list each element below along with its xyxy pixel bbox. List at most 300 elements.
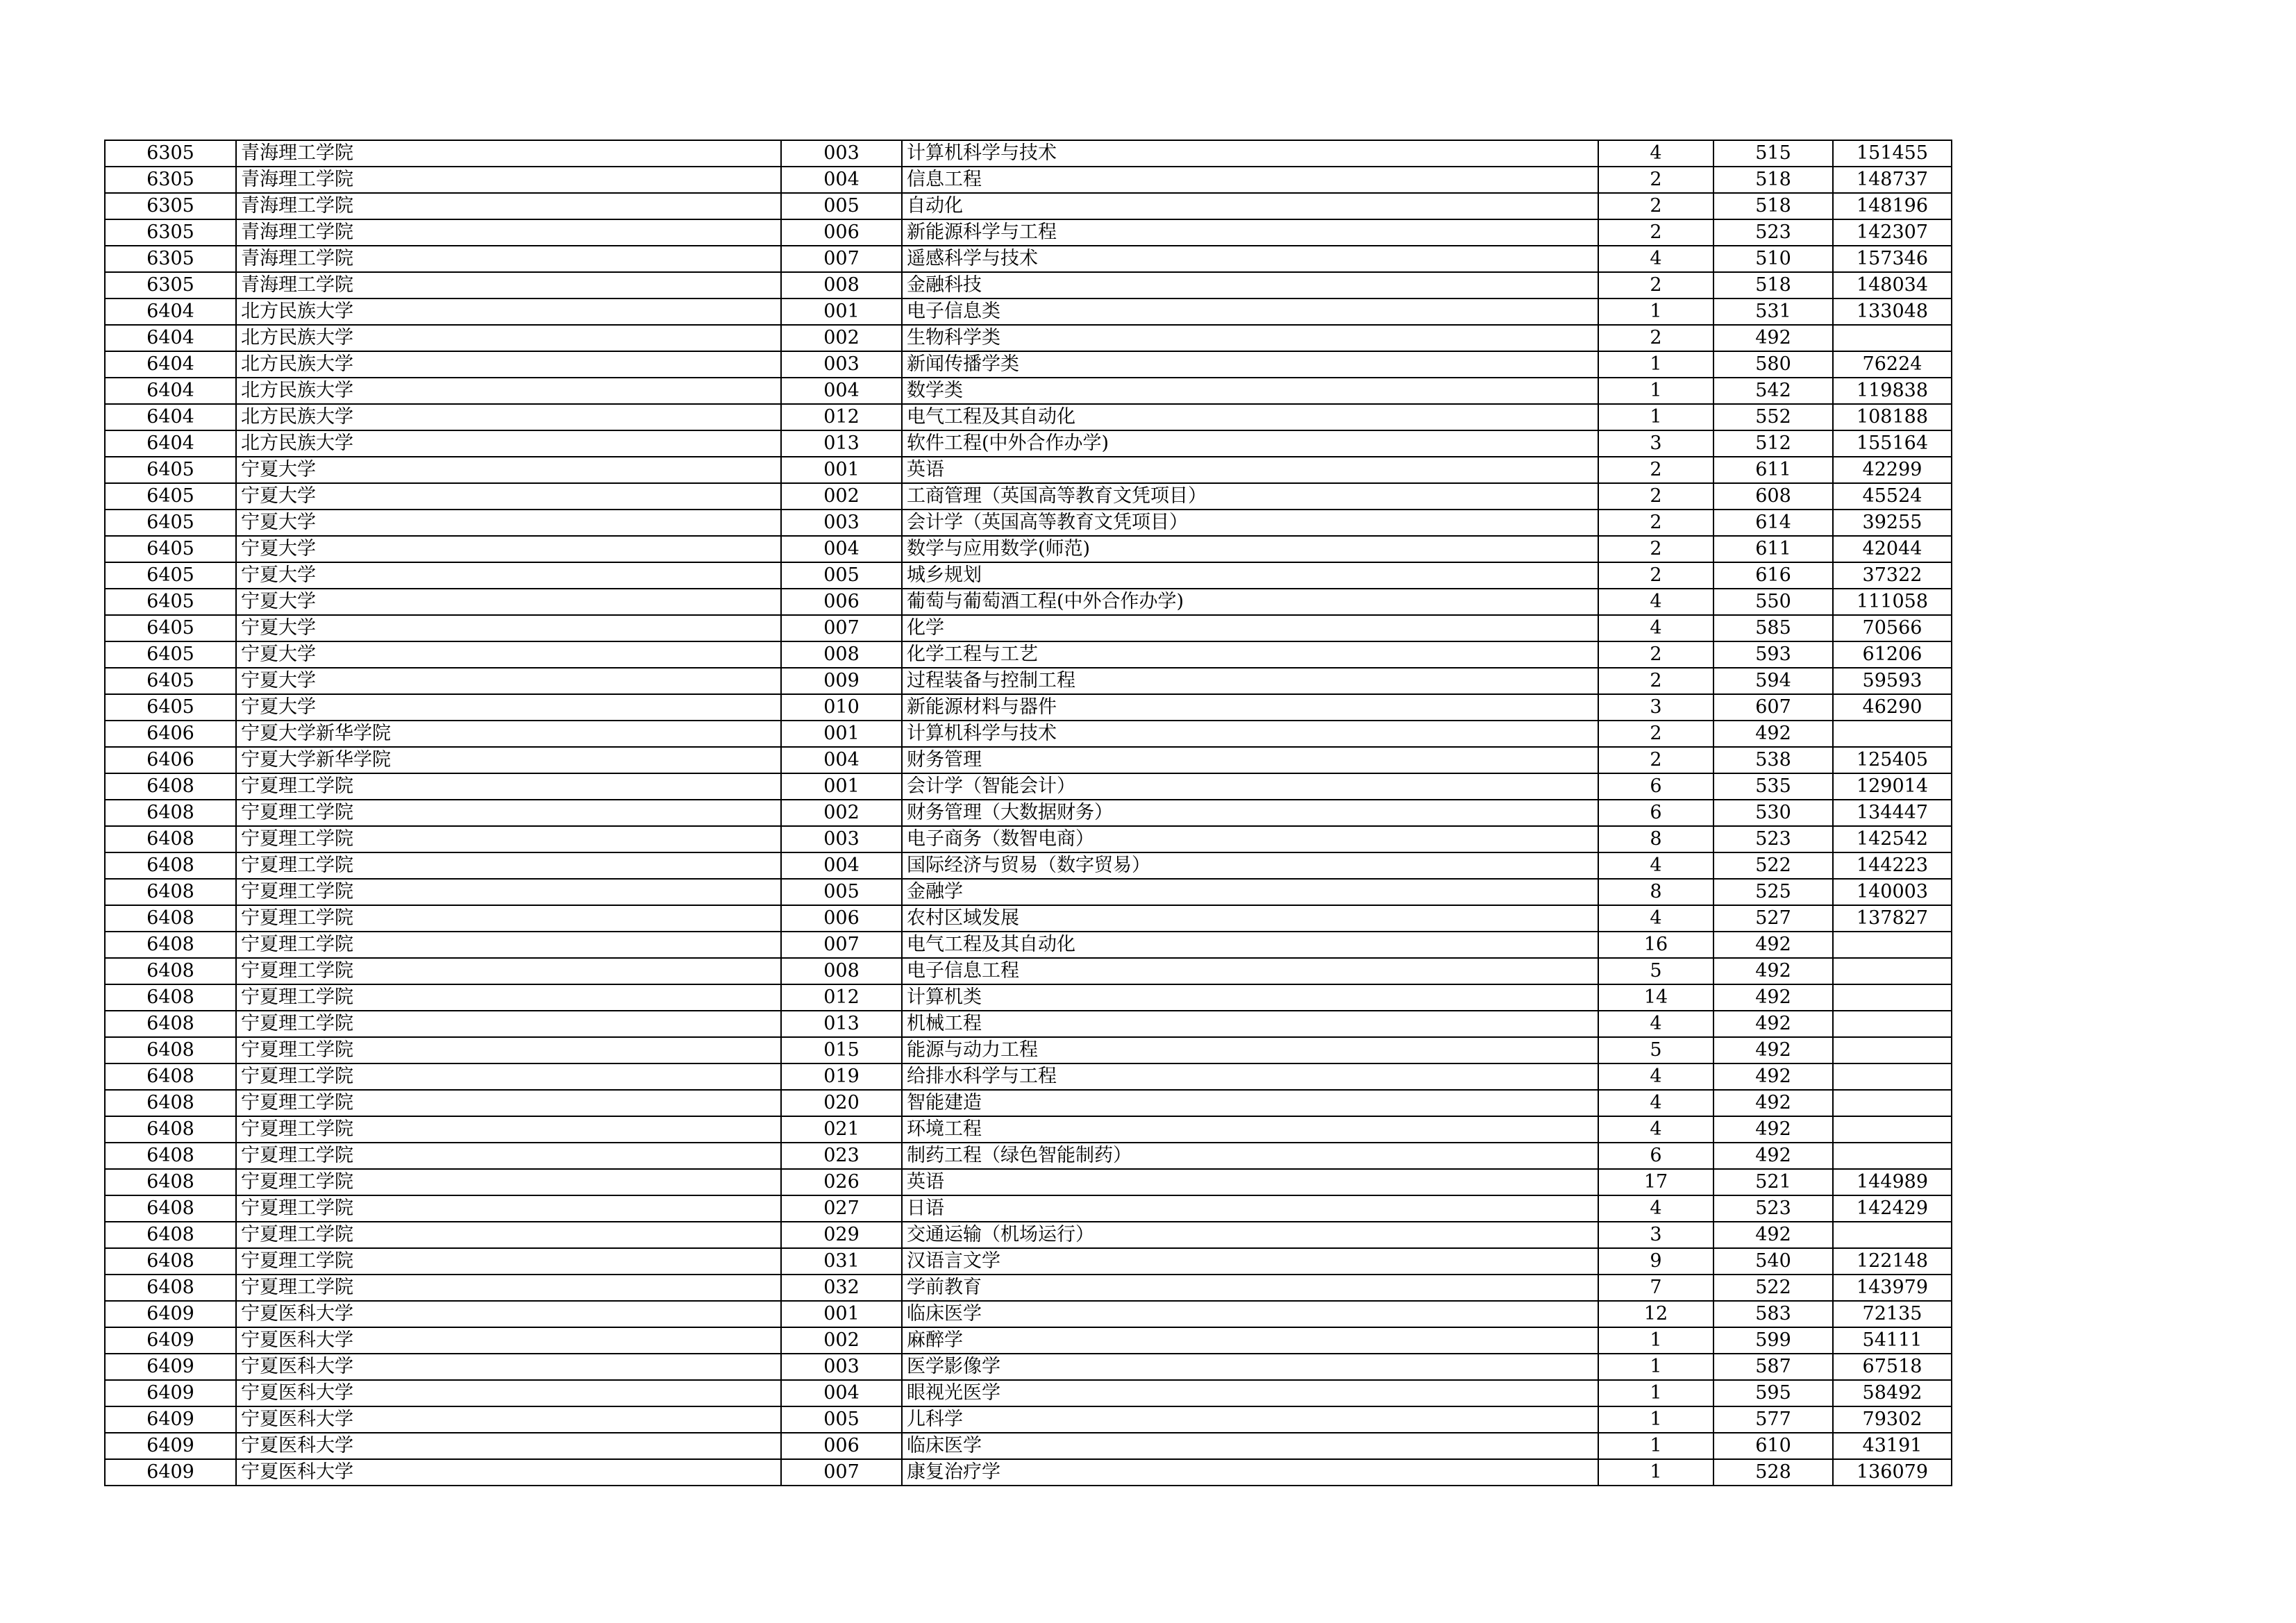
major-name-cell: 会计学（英国高等教育文凭项目） — [902, 510, 1598, 536]
table-row — [105, 826, 1952, 852]
plan-count-cell: 2 — [1598, 272, 1713, 298]
table-row — [105, 1380, 1952, 1406]
school-code-cell: 6408 — [105, 1195, 236, 1222]
school-name-cell: 宁夏理工学院 — [236, 852, 781, 879]
school-name-cell: 宁夏医科大学 — [236, 1380, 781, 1406]
min-score-cell: 538 — [1713, 747, 1833, 773]
table-row — [105, 167, 1952, 193]
school-name-cell: 宁夏理工学院 — [236, 773, 781, 800]
major-code-cell: 004 — [781, 852, 902, 879]
major-code-cell: 007 — [781, 932, 902, 958]
school-name-cell: 宁夏大学 — [236, 562, 781, 589]
school-code-cell: 6404 — [105, 430, 236, 457]
table-row — [105, 510, 1952, 536]
table-row — [105, 457, 1952, 483]
major-name-cell: 交通运输（机场运行） — [902, 1222, 1598, 1248]
school-code-cell: 6408 — [105, 773, 236, 800]
school-name-cell: 宁夏大学 — [236, 536, 781, 562]
min-score-cell: 492 — [1713, 932, 1833, 958]
school-name-cell: 宁夏医科大学 — [236, 1406, 781, 1433]
school-name-cell: 青海理工学院 — [236, 272, 781, 298]
rank-cell: 39255 — [1833, 510, 1952, 536]
table-row — [105, 905, 1952, 932]
school-name-cell: 宁夏理工学院 — [236, 958, 781, 984]
school-code-cell: 6408 — [105, 1011, 236, 1037]
plan-count-cell: 2 — [1598, 641, 1713, 668]
plan-count-cell: 4 — [1598, 1195, 1713, 1222]
rank-cell: 133048 — [1833, 298, 1952, 325]
major-name-cell: 电子信息工程 — [902, 958, 1598, 984]
school-name-cell: 北方民族大学 — [236, 351, 781, 378]
school-name-cell: 宁夏理工学院 — [236, 1195, 781, 1222]
table-row — [105, 1195, 1952, 1222]
major-name-cell: 电子信息类 — [902, 298, 1598, 325]
major-code-cell: 027 — [781, 1195, 902, 1222]
school-code-cell: 6408 — [105, 800, 236, 826]
school-name-cell: 宁夏医科大学 — [236, 1433, 781, 1459]
table-row — [105, 536, 1952, 562]
plan-count-cell: 3 — [1598, 1222, 1713, 1248]
rank-cell: 125405 — [1833, 747, 1952, 773]
plan-count-cell: 8 — [1598, 879, 1713, 905]
school-code-cell: 6408 — [105, 1037, 236, 1063]
table-row — [105, 1169, 1952, 1195]
major-name-cell: 英语 — [902, 457, 1598, 483]
school-name-cell: 宁夏理工学院 — [236, 1222, 781, 1248]
plan-count-cell: 4 — [1598, 1063, 1713, 1090]
plan-count-cell: 2 — [1598, 457, 1713, 483]
plan-count-cell: 12 — [1598, 1301, 1713, 1327]
school-code-cell: 6305 — [105, 246, 236, 272]
major-code-cell: 008 — [781, 272, 902, 298]
rank-cell — [1833, 721, 1952, 747]
table-row — [105, 1063, 1952, 1090]
rank-cell — [1833, 1090, 1952, 1116]
plan-count-cell: 2 — [1598, 747, 1713, 773]
school-code-cell: 6305 — [105, 193, 236, 219]
table-row — [105, 430, 1952, 457]
major-code-cell: 010 — [781, 694, 902, 721]
school-name-cell: 宁夏大学新华学院 — [236, 721, 781, 747]
school-name-cell: 宁夏大学 — [236, 615, 781, 641]
min-score-cell: 542 — [1713, 378, 1833, 404]
rank-cell: 136079 — [1833, 1459, 1952, 1486]
major-name-cell: 农村区域发展 — [902, 905, 1598, 932]
rank-cell: 59593 — [1833, 668, 1952, 694]
min-score-cell: 523 — [1713, 219, 1833, 246]
major-code-cell: 004 — [781, 378, 902, 404]
school-name-cell: 宁夏理工学院 — [236, 1248, 781, 1275]
rank-cell: 111058 — [1833, 589, 1952, 615]
major-name-cell: 软件工程(中外合作办学) — [902, 430, 1598, 457]
min-score-cell: 614 — [1713, 510, 1833, 536]
table-row — [105, 1011, 1952, 1037]
school-name-cell: 北方民族大学 — [236, 325, 781, 351]
plan-count-cell: 7 — [1598, 1275, 1713, 1301]
school-code-cell: 6405 — [105, 641, 236, 668]
min-score-cell: 492 — [1713, 1011, 1833, 1037]
school-code-cell: 6408 — [105, 1063, 236, 1090]
plan-count-cell: 5 — [1598, 958, 1713, 984]
major-name-cell: 过程装备与控制工程 — [902, 668, 1598, 694]
school-code-cell: 6406 — [105, 747, 236, 773]
major-code-cell: 007 — [781, 615, 902, 641]
admission-score-table — [104, 140, 1952, 1486]
major-code-cell: 003 — [781, 351, 902, 378]
school-name-cell: 宁夏医科大学 — [236, 1354, 781, 1380]
plan-count-cell: 4 — [1598, 905, 1713, 932]
school-code-cell: 6408 — [105, 1116, 236, 1143]
major-name-cell: 医学影像学 — [902, 1354, 1598, 1380]
plan-count-cell: 5 — [1598, 1037, 1713, 1063]
plan-count-cell: 1 — [1598, 1433, 1713, 1459]
rank-cell: 157346 — [1833, 246, 1952, 272]
table-row — [105, 589, 1952, 615]
major-code-cell: 005 — [781, 193, 902, 219]
school-code-cell: 6408 — [105, 905, 236, 932]
rank-cell: 72135 — [1833, 1301, 1952, 1327]
school-code-cell: 6404 — [105, 325, 236, 351]
rank-cell: 37322 — [1833, 562, 1952, 589]
table-row — [105, 1301, 1952, 1327]
school-name-cell: 宁夏大学 — [236, 589, 781, 615]
major-name-cell: 计算机科学与技术 — [902, 140, 1598, 167]
school-code-cell: 6405 — [105, 536, 236, 562]
major-code-cell: 013 — [781, 1011, 902, 1037]
major-code-cell: 004 — [781, 167, 902, 193]
school-code-cell: 6404 — [105, 378, 236, 404]
rank-cell — [1833, 1222, 1952, 1248]
min-score-cell: 611 — [1713, 536, 1833, 562]
table-row — [105, 272, 1952, 298]
school-code-cell: 6405 — [105, 668, 236, 694]
major-name-cell: 计算机科学与技术 — [902, 721, 1598, 747]
school-code-cell: 6408 — [105, 958, 236, 984]
school-code-cell: 6409 — [105, 1459, 236, 1486]
major-name-cell: 电子商务（数智电商） — [902, 826, 1598, 852]
plan-count-cell: 4 — [1598, 615, 1713, 641]
table-row — [105, 773, 1952, 800]
rank-cell — [1833, 932, 1952, 958]
plan-count-cell: 6 — [1598, 800, 1713, 826]
table-row — [105, 378, 1952, 404]
school-name-cell: 青海理工学院 — [236, 193, 781, 219]
min-score-cell: 510 — [1713, 246, 1833, 272]
school-name-cell: 宁夏理工学院 — [236, 879, 781, 905]
major-code-cell: 001 — [781, 1301, 902, 1327]
major-code-cell: 029 — [781, 1222, 902, 1248]
school-name-cell: 宁夏理工学院 — [236, 800, 781, 826]
school-code-cell: 6404 — [105, 351, 236, 378]
min-score-cell: 608 — [1713, 483, 1833, 510]
major-code-cell: 002 — [781, 800, 902, 826]
rank-cell: 137827 — [1833, 905, 1952, 932]
min-score-cell: 593 — [1713, 641, 1833, 668]
table-row — [105, 800, 1952, 826]
school-name-cell: 宁夏大学 — [236, 694, 781, 721]
plan-count-cell: 6 — [1598, 773, 1713, 800]
major-code-cell: 003 — [781, 826, 902, 852]
school-name-cell: 宁夏医科大学 — [236, 1459, 781, 1486]
major-name-cell: 生物科学类 — [902, 325, 1598, 351]
min-score-cell: 616 — [1713, 562, 1833, 589]
plan-count-cell: 1 — [1598, 1406, 1713, 1433]
major-name-cell: 数学类 — [902, 378, 1598, 404]
rank-cell: 122148 — [1833, 1248, 1952, 1275]
plan-count-cell: 2 — [1598, 510, 1713, 536]
table-row — [105, 958, 1952, 984]
major-code-cell: 005 — [781, 879, 902, 905]
plan-count-cell: 1 — [1598, 1327, 1713, 1354]
min-score-cell: 522 — [1713, 852, 1833, 879]
table-row — [105, 325, 1952, 351]
table-row — [105, 641, 1952, 668]
table-row — [105, 879, 1952, 905]
major-name-cell: 葡萄与葡萄酒工程(中外合作办学) — [902, 589, 1598, 615]
school-name-cell: 宁夏大学 — [236, 668, 781, 694]
rank-cell: 143979 — [1833, 1275, 1952, 1301]
major-code-cell: 002 — [781, 1327, 902, 1354]
table-row — [105, 246, 1952, 272]
major-name-cell: 环境工程 — [902, 1116, 1598, 1143]
plan-count-cell: 1 — [1598, 1354, 1713, 1380]
school-code-cell: 6305 — [105, 140, 236, 167]
school-name-cell: 宁夏理工学院 — [236, 1011, 781, 1037]
rank-cell: 144989 — [1833, 1169, 1952, 1195]
school-name-cell: 宁夏大学 — [236, 483, 781, 510]
major-code-cell: 012 — [781, 404, 902, 430]
major-code-cell: 008 — [781, 958, 902, 984]
major-code-cell: 007 — [781, 246, 902, 272]
school-code-cell: 6409 — [105, 1327, 236, 1354]
major-name-cell: 汉语言文学 — [902, 1248, 1598, 1275]
major-code-cell: 023 — [781, 1143, 902, 1169]
school-code-cell: 6405 — [105, 562, 236, 589]
school-name-cell: 宁夏理工学院 — [236, 826, 781, 852]
min-score-cell: 587 — [1713, 1354, 1833, 1380]
rank-cell: 58492 — [1833, 1380, 1952, 1406]
school-code-cell: 6409 — [105, 1354, 236, 1380]
min-score-cell: 530 — [1713, 800, 1833, 826]
school-code-cell: 6408 — [105, 852, 236, 879]
rank-cell: 148034 — [1833, 272, 1952, 298]
plan-count-cell: 16 — [1598, 932, 1713, 958]
plan-count-cell: 4 — [1598, 246, 1713, 272]
table-row — [105, 1116, 1952, 1143]
min-score-cell: 583 — [1713, 1301, 1833, 1327]
rank-cell: 108188 — [1833, 404, 1952, 430]
table-row — [105, 1459, 1952, 1486]
major-name-cell: 化学 — [902, 615, 1598, 641]
min-score-cell: 521 — [1713, 1169, 1833, 1195]
table-row — [105, 140, 1952, 167]
rank-cell: 155164 — [1833, 430, 1952, 457]
school-code-cell: 6409 — [105, 1301, 236, 1327]
major-name-cell: 金融科技 — [902, 272, 1598, 298]
min-score-cell: 492 — [1713, 325, 1833, 351]
school-code-cell: 6409 — [105, 1380, 236, 1406]
school-name-cell: 宁夏大学 — [236, 510, 781, 536]
min-score-cell: 492 — [1713, 1037, 1833, 1063]
school-name-cell: 北方民族大学 — [236, 404, 781, 430]
min-score-cell: 611 — [1713, 457, 1833, 483]
plan-count-cell: 2 — [1598, 325, 1713, 351]
major-name-cell: 城乡规划 — [902, 562, 1598, 589]
school-name-cell: 宁夏理工学院 — [236, 1143, 781, 1169]
major-code-cell: 001 — [781, 298, 902, 325]
school-code-cell: 6404 — [105, 404, 236, 430]
plan-count-cell: 2 — [1598, 193, 1713, 219]
major-name-cell: 儿科学 — [902, 1406, 1598, 1433]
rank-cell: 148196 — [1833, 193, 1952, 219]
major-code-cell: 021 — [781, 1116, 902, 1143]
major-code-cell: 007 — [781, 1459, 902, 1486]
school-name-cell: 宁夏理工学院 — [236, 1063, 781, 1090]
major-code-cell: 013 — [781, 430, 902, 457]
major-code-cell: 031 — [781, 1248, 902, 1275]
min-score-cell: 492 — [1713, 721, 1833, 747]
school-name-cell: 宁夏理工学院 — [236, 984, 781, 1011]
min-score-cell: 580 — [1713, 351, 1833, 378]
min-score-cell: 595 — [1713, 1380, 1833, 1406]
plan-count-cell: 2 — [1598, 721, 1713, 747]
school-name-cell: 宁夏理工学院 — [236, 1275, 781, 1301]
table-row — [105, 483, 1952, 510]
major-name-cell: 眼视光医学 — [902, 1380, 1598, 1406]
plan-count-cell: 2 — [1598, 219, 1713, 246]
school-name-cell: 北方民族大学 — [236, 298, 781, 325]
min-score-cell: 492 — [1713, 1090, 1833, 1116]
rank-cell — [1833, 1063, 1952, 1090]
rank-cell: 142429 — [1833, 1195, 1952, 1222]
major-name-cell: 信息工程 — [902, 167, 1598, 193]
min-score-cell: 594 — [1713, 668, 1833, 694]
plan-count-cell: 2 — [1598, 167, 1713, 193]
rank-cell: 43191 — [1833, 1433, 1952, 1459]
min-score-cell: 518 — [1713, 167, 1833, 193]
min-score-cell: 492 — [1713, 958, 1833, 984]
school-name-cell: 宁夏理工学院 — [236, 1116, 781, 1143]
min-score-cell: 552 — [1713, 404, 1833, 430]
rank-cell: 142307 — [1833, 219, 1952, 246]
major-code-cell: 001 — [781, 721, 902, 747]
school-code-cell: 6408 — [105, 1090, 236, 1116]
plan-count-cell: 4 — [1598, 1116, 1713, 1143]
table-row — [105, 1143, 1952, 1169]
rank-cell: 129014 — [1833, 773, 1952, 800]
rank-cell: 140003 — [1833, 879, 1952, 905]
school-code-cell: 6408 — [105, 932, 236, 958]
major-code-cell: 004 — [781, 747, 902, 773]
plan-count-cell: 3 — [1598, 694, 1713, 721]
major-code-cell: 006 — [781, 219, 902, 246]
min-score-cell: 523 — [1713, 826, 1833, 852]
plan-count-cell: 1 — [1598, 378, 1713, 404]
school-code-cell: 6408 — [105, 1143, 236, 1169]
major-code-cell: 004 — [781, 536, 902, 562]
plan-count-cell: 14 — [1598, 984, 1713, 1011]
rank-cell: 76224 — [1833, 351, 1952, 378]
plan-count-cell: 1 — [1598, 1380, 1713, 1406]
min-score-cell: 599 — [1713, 1327, 1833, 1354]
rank-cell — [1833, 325, 1952, 351]
rank-cell — [1833, 984, 1952, 1011]
major-code-cell: 019 — [781, 1063, 902, 1090]
major-code-cell: 005 — [781, 562, 902, 589]
rank-cell: 45524 — [1833, 483, 1952, 510]
major-name-cell: 新能源材料与器件 — [902, 694, 1598, 721]
table-row — [105, 298, 1952, 325]
min-score-cell: 492 — [1713, 1116, 1833, 1143]
school-name-cell: 宁夏大学 — [236, 457, 781, 483]
major-name-cell: 工商管理（英国高等教育文凭项目） — [902, 483, 1598, 510]
plan-count-cell: 1 — [1598, 351, 1713, 378]
rank-cell — [1833, 958, 1952, 984]
rank-cell: 61206 — [1833, 641, 1952, 668]
school-code-cell: 6405 — [105, 589, 236, 615]
rank-cell — [1833, 1143, 1952, 1169]
min-score-cell: 522 — [1713, 1275, 1833, 1301]
major-code-cell: 002 — [781, 325, 902, 351]
rank-cell: 46290 — [1833, 694, 1952, 721]
plan-count-cell: 9 — [1598, 1248, 1713, 1275]
rank-cell — [1833, 1037, 1952, 1063]
table-row — [105, 404, 1952, 430]
min-score-cell: 525 — [1713, 879, 1833, 905]
major-name-cell: 临床医学 — [902, 1301, 1598, 1327]
min-score-cell: 492 — [1713, 984, 1833, 1011]
table-row — [105, 1037, 1952, 1063]
plan-count-cell: 4 — [1598, 852, 1713, 879]
school-name-cell: 宁夏理工学院 — [236, 1037, 781, 1063]
plan-count-cell: 6 — [1598, 1143, 1713, 1169]
major-name-cell: 数学与应用数学(师范) — [902, 536, 1598, 562]
plan-count-cell: 8 — [1598, 826, 1713, 852]
major-name-cell: 计算机类 — [902, 984, 1598, 1011]
plan-count-cell: 2 — [1598, 483, 1713, 510]
major-name-cell: 英语 — [902, 1169, 1598, 1195]
rank-cell — [1833, 1116, 1952, 1143]
table-row — [105, 984, 1952, 1011]
major-name-cell: 自动化 — [902, 193, 1598, 219]
plan-count-cell: 2 — [1598, 536, 1713, 562]
school-name-cell: 宁夏医科大学 — [236, 1327, 781, 1354]
major-code-cell: 012 — [781, 984, 902, 1011]
min-score-cell: 527 — [1713, 905, 1833, 932]
plan-count-cell: 1 — [1598, 404, 1713, 430]
major-code-cell: 006 — [781, 1433, 902, 1459]
table-row — [105, 852, 1952, 879]
major-code-cell: 003 — [781, 140, 902, 167]
school-name-cell: 青海理工学院 — [236, 246, 781, 272]
major-name-cell: 康复治疗学 — [902, 1459, 1598, 1486]
major-name-cell: 学前教育 — [902, 1275, 1598, 1301]
school-name-cell: 宁夏医科大学 — [236, 1301, 781, 1327]
table-row — [105, 1275, 1952, 1301]
school-code-cell: 6405 — [105, 615, 236, 641]
table-row — [105, 351, 1952, 378]
major-name-cell: 给排水科学与工程 — [902, 1063, 1598, 1090]
major-name-cell: 财务管理 — [902, 747, 1598, 773]
school-code-cell: 6408 — [105, 879, 236, 905]
school-code-cell: 6405 — [105, 694, 236, 721]
school-code-cell: 6409 — [105, 1433, 236, 1459]
major-name-cell: 新闻传播学类 — [902, 351, 1598, 378]
rank-cell: 70566 — [1833, 615, 1952, 641]
school-code-cell: 6408 — [105, 1169, 236, 1195]
school-code-cell: 6405 — [105, 510, 236, 536]
min-score-cell: 515 — [1713, 140, 1833, 167]
